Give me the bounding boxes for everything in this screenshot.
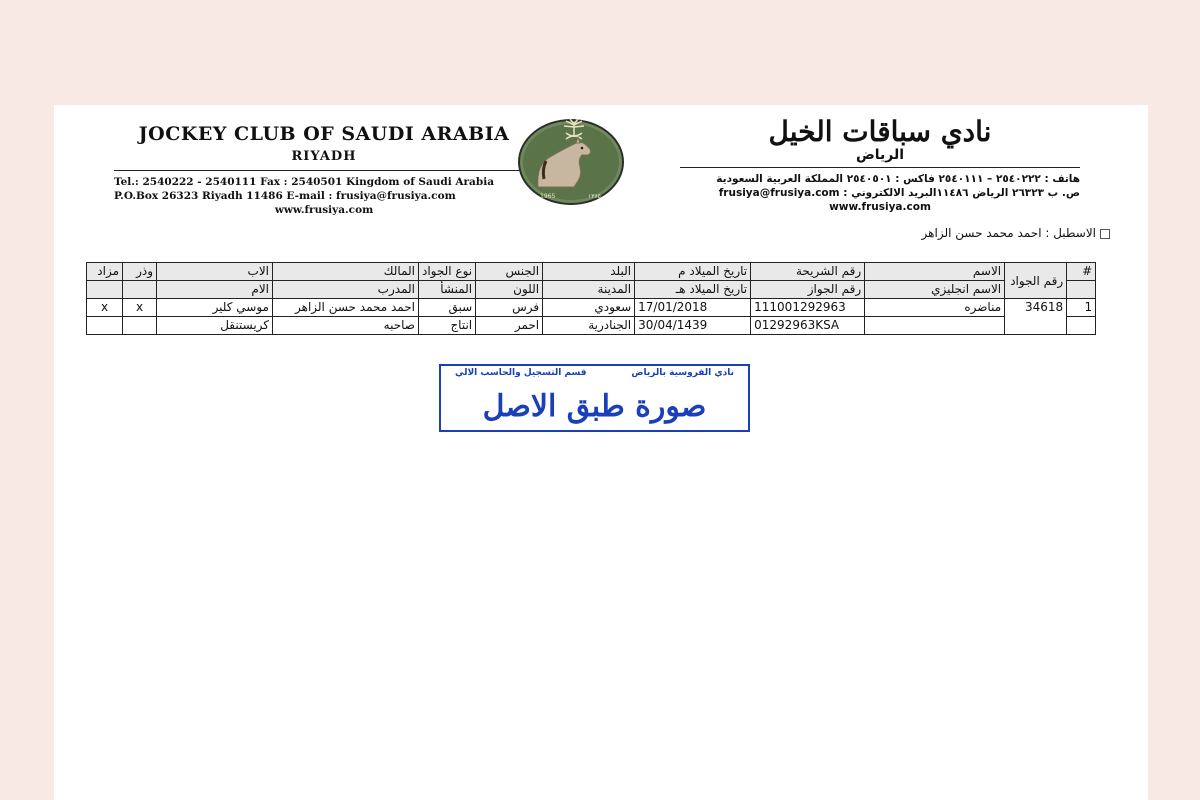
stable-text: الاسطبل : احمد محمد حسن الزاهر — [921, 226, 1096, 240]
col-header-sex: الجنس — [476, 263, 543, 281]
table-row — [87, 299, 1096, 317]
cell-country: سعودي — [543, 299, 635, 317]
cell-empty — [87, 317, 123, 335]
stamp-text: صورة طبق الاصل — [482, 389, 707, 424]
cell-owner: احمد محمد حسن الزاهر — [273, 299, 419, 317]
cell-wathar: x — [123, 299, 157, 317]
cell-horse-no: 34618 — [1005, 299, 1067, 335]
col-header-type: نوع الجواد — [419, 263, 476, 281]
col-header-birth-h: تاريخ الميلاد هـ — [635, 281, 751, 299]
contact-line-english-1: Tel.: 2540222 - 2540111 Fax : 2540501 Kingdom of Saudi Arabia — [114, 176, 494, 188]
divider — [680, 167, 1080, 168]
horse-table — [86, 262, 1096, 335]
col-header-name-en: الاسم انجليزي — [865, 281, 1005, 299]
col-header-empty — [123, 281, 157, 299]
cell-city: الجنادرية — [543, 317, 635, 335]
cell-empty — [1067, 317, 1096, 335]
col-header-wathar: وذر — [123, 263, 157, 281]
col-header-chip: رقم الشريحة — [751, 263, 865, 281]
certified-copy-stamp — [439, 364, 750, 432]
contact-line-english-2: P.O.Box 26323 Riyadh 11486 E-mail : frusiya@frusiya.com — [114, 190, 456, 202]
cell-empty — [123, 317, 157, 335]
col-header-dam: الام — [157, 281, 273, 299]
cell-color: احمر — [476, 317, 543, 335]
cell-birth-g: 17/01/2018 — [635, 299, 751, 317]
col-header-trainer: المدرب — [273, 281, 419, 299]
checkbox-icon — [1100, 229, 1110, 239]
col-header-city: المدينة — [543, 281, 635, 299]
col-header-color: اللون — [476, 281, 543, 299]
col-header-birth-g: تاريخ الميلاد م — [635, 263, 751, 281]
cell-sex: فرس — [476, 299, 543, 317]
table-header-row — [87, 281, 1096, 299]
stamp-org: نادي الفروسية بالرياض — [631, 368, 734, 378]
col-header-number: # — [1067, 263, 1096, 281]
city-english: RIYADH — [291, 149, 357, 164]
col-header-empty — [87, 281, 123, 299]
letterhead — [54, 105, 1148, 223]
cell-birth-h: 30/04/1439 — [635, 317, 751, 335]
table-row — [87, 317, 1096, 335]
cell-sire: موسي كلير — [157, 299, 273, 317]
english-letterhead — [114, 123, 534, 217]
club-name-english: JOCKEY CLUB OF SAUDI ARABIA — [138, 123, 510, 145]
cell-trainer: صاحبه — [273, 317, 419, 335]
col-header-country: البلد — [543, 263, 635, 281]
col-header-owner: المالك — [273, 263, 419, 281]
cell-origin: انتاج — [419, 317, 476, 335]
col-header-empty — [1067, 281, 1096, 299]
col-header-name: الاسم — [865, 263, 1005, 281]
stable-label — [922, 226, 1110, 240]
col-header-origin: المنشأ — [419, 281, 476, 299]
club-logo — [516, 117, 626, 207]
logo-year-hijri: ١٣٨٥ — [588, 193, 601, 200]
cell-number: 1 — [1067, 299, 1096, 317]
document-page — [54, 105, 1148, 800]
contact-line-arabic-1: هاتف : ٢٥٤٠٢٢٢ – ٢٥٤٠١١١ فاكس : ٢٥٤٠٥٠١ المملكة العربية السعودية — [716, 173, 1080, 185]
cell-dam: كريستنقل — [157, 317, 273, 335]
cell-type: سبق — [419, 299, 476, 317]
table-header-row — [87, 263, 1096, 281]
arabic-letterhead — [680, 115, 1080, 214]
city-arabic: الرياض — [855, 147, 905, 163]
logo-year-gregorian: 1965 — [540, 193, 556, 200]
cell-chip: 111001292963 — [751, 299, 865, 317]
stamp-dept: قسم التسجيل والحاسب الالي — [455, 368, 587, 378]
website-english: www.frusiya.com — [274, 204, 374, 216]
contact-line-arabic-2: ص. ب ٢٦٣٢٣ الرياض ١١٤٨٦البريد الالكتروني : frusiya@frusiya.com — [718, 187, 1080, 199]
col-header-horse-no: رقم الجواد — [1005, 263, 1067, 299]
cell-auction: x — [87, 299, 123, 317]
col-header-auction: مزاد — [87, 263, 123, 281]
col-header-sire: الاب — [157, 263, 273, 281]
col-header-passport: رقم الجواز — [751, 281, 865, 299]
cell-name-en — [865, 317, 1005, 335]
stamp-header — [441, 368, 748, 378]
cell-name: مناضره — [865, 299, 1005, 317]
cell-passport: 01292963KSA — [751, 317, 865, 335]
divider — [114, 170, 534, 171]
club-name-arabic: نادي سباقات الخيل — [768, 115, 992, 148]
website-arabic: www.frusiya.com — [829, 201, 931, 213]
